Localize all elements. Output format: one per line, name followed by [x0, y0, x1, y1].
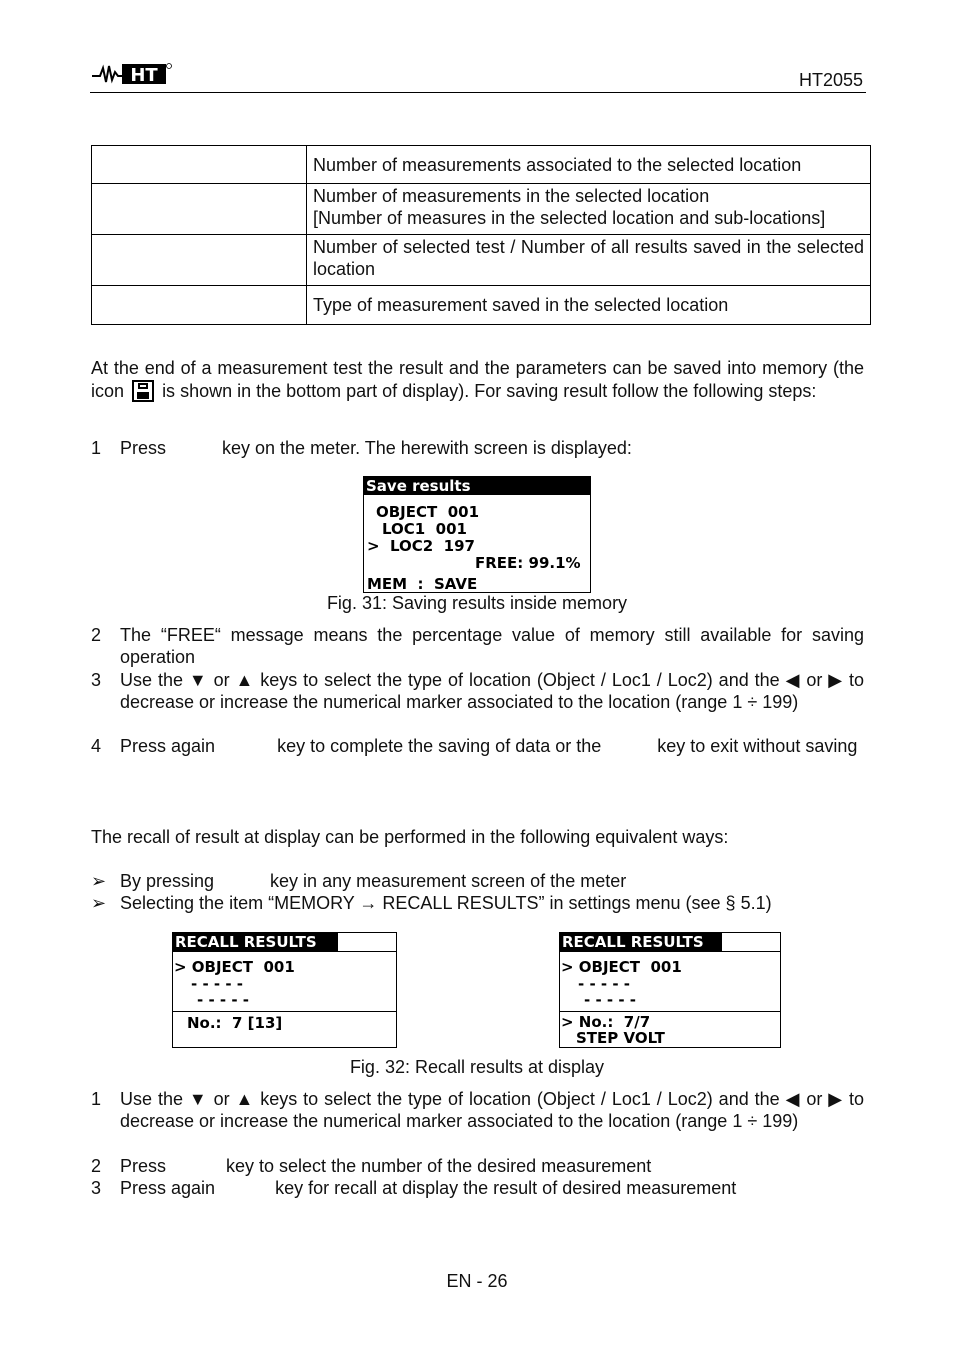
screen-loc2-line: - - - - - [197, 991, 250, 1009]
bullet-arrow-icon: ➢ [91, 871, 107, 891]
screen-loc2-line: > LOC2 197 [367, 537, 475, 555]
table-cell-description: Number of selected test / Number of all results saved in the selected location [307, 235, 871, 286]
model-name: HT2055 [798, 70, 863, 90]
recall-step-1: 1 Use the ▼ or ▲ keys to select the type of location (Object / Loc1 / Loc2) and the ◀ or ▶ to decrease or increase the numerical marker associated to the location (range 1 ÷ 199) [91, 1089, 864, 1131]
screen-bottom-bar: MEM : SAVE [367, 575, 478, 593]
recall-intro-paragraph: The recall of result at display can be performed in the following equivalent ways: [91, 827, 729, 847]
screen-object-line: OBJECT 001 [376, 503, 480, 521]
recall-step-2: 2 Press key to select the number of the desired measurement [91, 1156, 652, 1176]
recall-bullet-1: ➢ By pressing key in any measurement screen of the meter [91, 871, 627, 891]
screen-measure-type: STEP VOLT [576, 1029, 665, 1047]
save-results-screen [363, 476, 591, 593]
description-line: Number of measurements in the selected location [313, 186, 710, 206]
screen-divider [173, 951, 396, 952]
table-cell-label [92, 286, 307, 325]
screen-divider [560, 951, 780, 952]
screen-title: RECALL RESULTS [560, 933, 722, 951]
save-step-4: 4 Press again key to complete the saving of data or the key to exit without saving [91, 736, 858, 756]
ht-logo [92, 60, 172, 88]
table-cell-label [92, 146, 307, 184]
screen-count-line: > No.: 7/7 [561, 1013, 651, 1031]
screen-title: RECALL RESULTS [173, 933, 338, 951]
recall-results-screen-right [559, 932, 781, 1048]
figure-31-caption: Fig. 31: Saving results inside memory [326, 593, 628, 613]
table-cell-description: Number of measurements associated to the selected location [307, 146, 871, 184]
save-intro-paragraph: At the end of a measurement test the result and the parameters can be saved into memory (the icon is shown in the bottom part of display). For saving result follow the following steps: [91, 358, 864, 401]
screen-count-line: No.: 7 [13] [187, 1014, 283, 1032]
table-row [92, 184, 871, 235]
bullet-arrow-icon: ➢ [91, 893, 107, 913]
description-line: [Number of measures in the selected location and sub-locations] [313, 208, 826, 228]
screen-object-line: > OBJECT 001 [174, 958, 295, 976]
screen-loc1-line: - - - - - [191, 975, 244, 993]
header-divider [90, 92, 866, 93]
table-cell-label [92, 184, 307, 235]
location-info-table [91, 145, 871, 325]
screen-free-memory: FREE: 99.1% [475, 554, 581, 572]
screen-divider [173, 1011, 396, 1012]
table-row [92, 146, 871, 184]
screen-loc1-line: - - - - - [578, 975, 631, 993]
save-step-3: 3 Use the ▼ or ▲ keys to select the type of location (Object / Loc1 / Loc2) and the ◀ or ▶ to decrease or increase the numerical marker associated to the location (range 1 ÷ 199) [91, 670, 864, 712]
save-step-1: 1 Press key on the meter. The herewith screen is displayed: [91, 438, 632, 458]
figure-32-caption: Fig. 32: Recall results at display [349, 1057, 605, 1077]
table-row [92, 286, 871, 325]
page-number: EN - 26 [446, 1271, 508, 1291]
table-cell-description: Type of measurement saved in the selected location [307, 286, 871, 325]
screen-divider [560, 1011, 780, 1012]
screen-title: Save results [364, 477, 590, 495]
table-row [92, 235, 871, 286]
screen-loc2-line: - - - - - [584, 991, 637, 1009]
table-cell-description [307, 184, 871, 235]
screen-loc1-line: LOC1 001 [382, 520, 467, 538]
table-cell-label [92, 235, 307, 286]
save-step-2: 2 The “FREE“ message means the percentage value of memory still available for saving operation [91, 625, 864, 667]
screen-object-line: > OBJECT 001 [561, 958, 682, 976]
recall-results-screen-left [172, 932, 397, 1048]
recall-bullet-2: ➢ Selecting the item “MEMORY → RECALL RESULTS” in settings menu (see § 5.1) [91, 893, 772, 913]
save-disk-icon [132, 380, 154, 402]
svg-text:HT: HT [130, 65, 158, 86]
recall-step-3: 3 Press again key for recall at display the result of desired measurement [91, 1178, 737, 1198]
